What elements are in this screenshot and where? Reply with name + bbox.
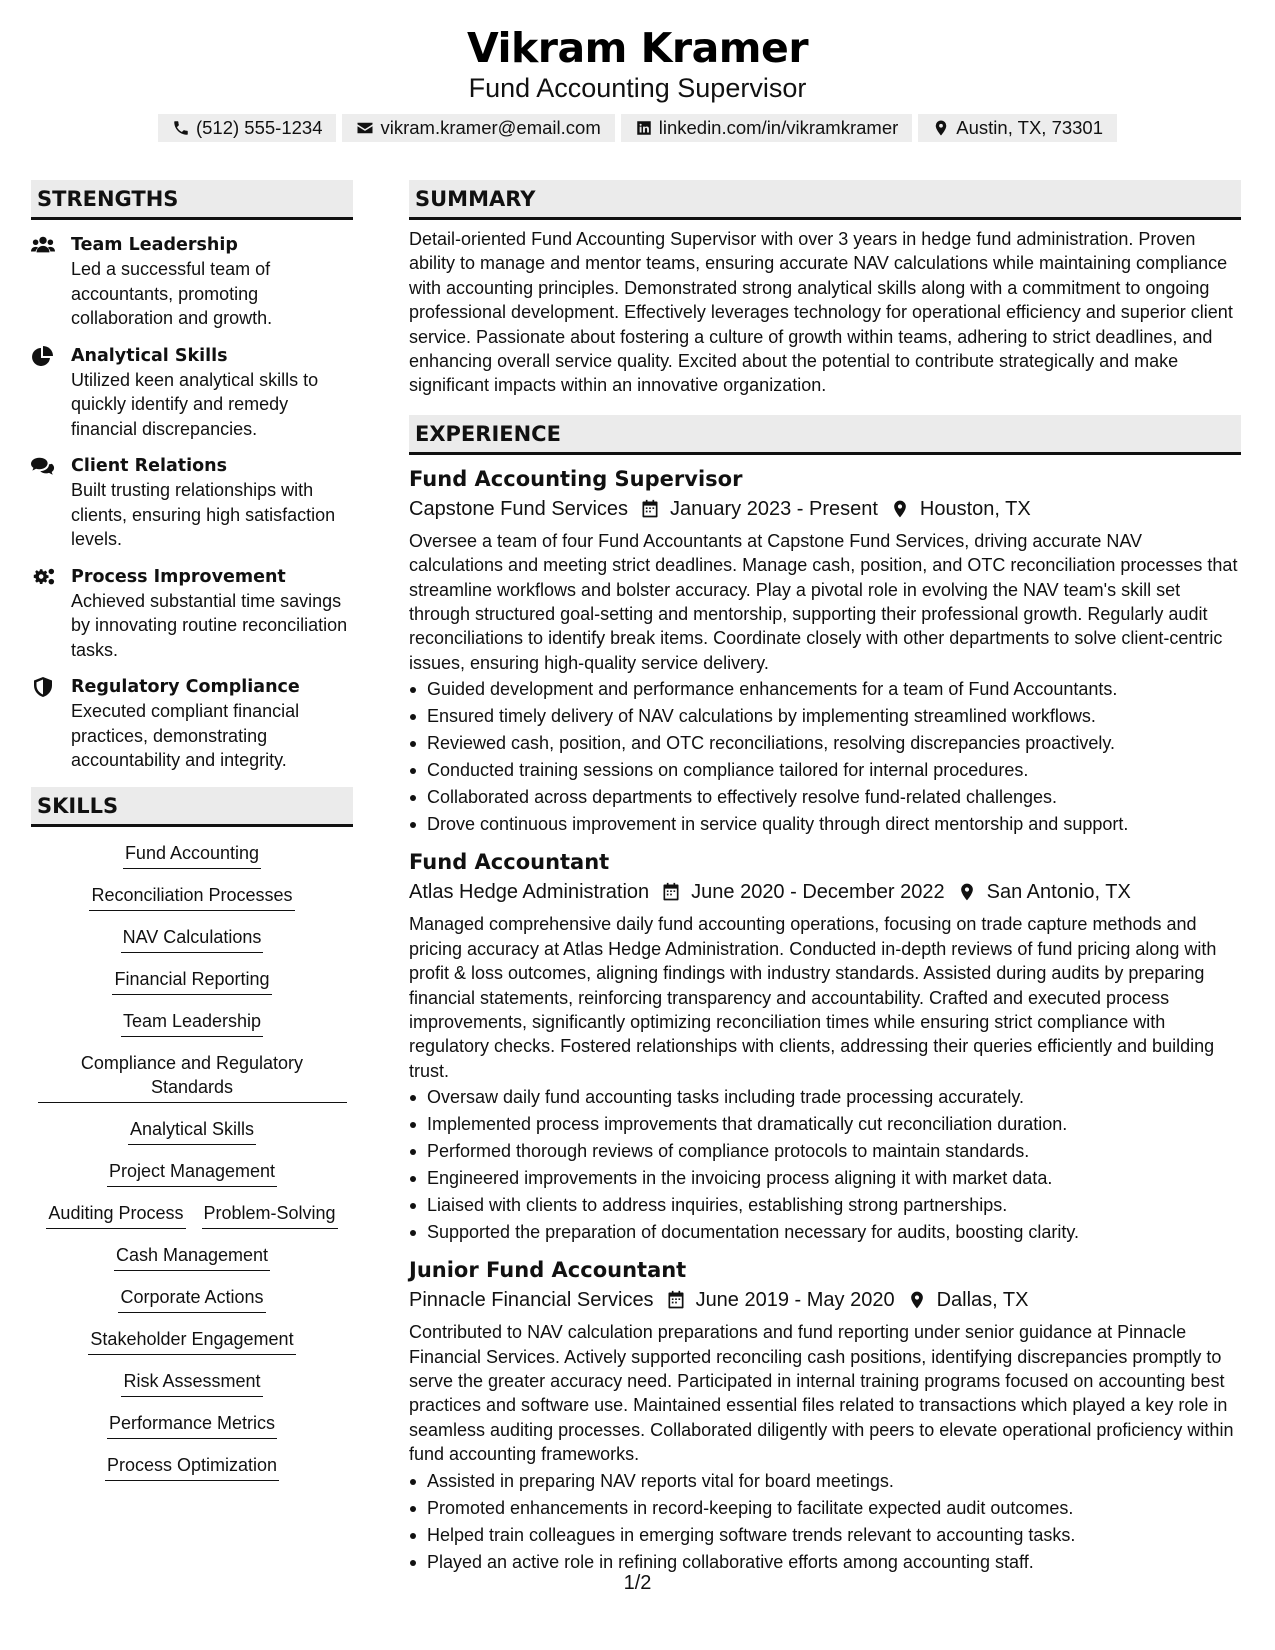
- experience-heading: EXPERIENCE: [409, 415, 1241, 455]
- skill-tag: Problem-Solving: [202, 1201, 338, 1229]
- skill-tag: Performance Metrics: [107, 1411, 277, 1439]
- job-company: Atlas Hedge Administration: [409, 881, 650, 904]
- skills-list: [31, 827, 353, 1481]
- contact-bar: [0, 114, 1275, 142]
- phone-icon: [172, 119, 190, 137]
- pie-chart-icon: [31, 346, 55, 366]
- contact-location: [918, 114, 1117, 142]
- contact-linkedin[interactable]: [621, 114, 913, 142]
- job-company: Capstone Fund Services: [409, 497, 629, 520]
- job-bullets: [409, 1084, 1241, 1246]
- job-dates: June 2020 - December 2022: [691, 881, 945, 904]
- skill-tag: Stakeholder Engagement: [88, 1327, 295, 1355]
- job-entry: [409, 1255, 1241, 1575]
- summary-heading: SUMMARY: [409, 180, 1241, 220]
- strength-item: [31, 344, 353, 442]
- strengths-list: [31, 233, 353, 787]
- job-description: Contributed to NAV calculation preparations and fund reporting under senior guidance at Pinnacle Financial Services. Actively supported reconciling cash positions, identifying discrepancies promptly to serve the greater accuracy need. Participated in internal training programs focused on accounting best practices and software use. Maintained essential files related to transactions which played a key role in seamless auditing processes. Collaborated diligently with peers to elevate operational proficiency within fund accounting frameworks.: [409, 1322, 1234, 1465]
- skill-tag: Team Leadership: [121, 1009, 263, 1037]
- strength-desc: Executed compliant financial practices, demonstrating accountability and integrity.: [71, 701, 300, 770]
- job-bullet: Guided development and performance enhancements for a team of Fund Accountants.: [409, 676, 1241, 703]
- contact-location-text: Austin, TX, 73301: [956, 117, 1104, 138]
- calendar-icon: [640, 499, 660, 519]
- skill-tag: Risk Assessment: [121, 1369, 262, 1397]
- job-description: Oversee a team of four Fund Accountants at Capstone Fund Services, driving accurate NAV calculations and meeting strict deadlines. Manage cash, position, and OTC reconciliation processes that streamline workflows and bolster accuracy. Play a pivotal role in evolving the NAV team's skill set through structured goal-setting and mentorship, supporting their professional growth. Regularly audit reconciliations to identify break items. Coordinate closely with other departments to solve client-centric issues, ensuring high-quality service delivery.: [409, 530, 1238, 673]
- strength-desc: Achieved substantial time savings by innovating routine reconciliation tasks.: [71, 590, 348, 660]
- job-bullet: Oversaw daily fund accounting tasks including trade processing accurately.: [409, 1084, 1241, 1111]
- job-title: Fund Accounting Supervisor: [409, 466, 743, 491]
- gears-icon: [31, 567, 55, 587]
- job-bullet: Reviewed cash, position, and OTC reconciliations, resolving discrepancies proactively.: [409, 730, 1241, 757]
- job-dates: January 2023 - Present: [670, 497, 878, 520]
- comments-icon: [31, 456, 55, 476]
- job-bullet: Implemented process improvements that dramatically cut reconciliation duration.: [409, 1111, 1241, 1138]
- job-bullet: Drove continuous improvement in service quality through direct mentorship and support.: [409, 811, 1241, 838]
- map-pin-icon: [907, 1290, 927, 1310]
- job-bullet: Engineered improvements in the invoicing process aligning it with market data.: [409, 1165, 1241, 1192]
- users-icon: [31, 235, 55, 255]
- candidate-name: Vikram Kramer: [466, 24, 809, 72]
- job-bullet: Assisted in preparing NAV reports vital for board meetings.: [409, 1468, 1241, 1495]
- job-meta: [409, 1285, 1241, 1315]
- calendar-icon: [661, 882, 681, 902]
- job-bullet: Liaised with clients to address inquiries, establishing strong partnerships.: [409, 1192, 1241, 1219]
- skills-heading: SKILLS: [31, 787, 353, 827]
- skill-tag: Project Management: [107, 1159, 277, 1187]
- job-description: Managed comprehensive daily fund accounting operations, focusing on trade capture methods and pricing accuracy at Atlas Hedge Administration. Conducted in-depth reviews of fund pricing along with profit & loss outcomes, aligning findings with industry standards. Assisted during audits by preparing financial statements, reinforcing transparency and accountability. Crafted and executed process improvements, significantly optimizing reconciliation times while ensuring strict compliance with regulatory checks. Fostered relationships with clients, addressing their queries efficiently and building trust.: [409, 914, 1217, 1081]
- strength-title: Process Improvement: [71, 566, 286, 587]
- contact-email[interactable]: [342, 114, 614, 142]
- job-bullet: Collaborated across departments to effectively resolve fund-related challenges.: [409, 784, 1241, 811]
- left-column: [31, 180, 353, 1495]
- skill-tag: Cash Management: [114, 1243, 270, 1271]
- contact-phone-text: (512) 555-1234: [195, 117, 323, 138]
- linkedin-icon: [635, 119, 653, 137]
- skill-tag: Reconciliation Processes: [89, 883, 294, 911]
- strength-desc: Utilized keen analytical skills to quickly identify and remedy financial discrepancies.: [71, 369, 319, 439]
- skill-tag: NAV Calculations: [121, 925, 264, 953]
- contact-email-text: vikram.kramer@email.com: [380, 117, 601, 138]
- skill-tag: Auditing Process: [46, 1201, 185, 1229]
- envelope-icon: [356, 119, 374, 137]
- strength-item: [31, 233, 353, 331]
- contact-phone[interactable]: [158, 114, 337, 142]
- skill-tag: Corporate Actions: [118, 1285, 265, 1313]
- map-pin-icon: [932, 119, 950, 137]
- job-entry: [409, 464, 1241, 838]
- job-title: Junior Fund Accountant: [409, 1258, 687, 1283]
- skill-tag: Analytical Skills: [128, 1117, 256, 1145]
- strength-item: [31, 675, 353, 773]
- job-entry: [409, 847, 1241, 1246]
- job-bullet: Ensured timely delivery of NAV calculations by implementing streamlined workflows.: [409, 703, 1241, 730]
- strength-title: Regulatory Compliance: [71, 677, 300, 697]
- map-pin-icon: [957, 882, 977, 902]
- strength-item: [31, 454, 353, 552]
- strength-desc: Built trusting relationships with clients, ensuring high satisfaction levels.: [71, 480, 336, 549]
- strength-desc: Led a successful team of accountants, promoting collaboration and growth.: [71, 259, 273, 328]
- job-bullet: Helped train colleagues in emerging software trends relevant to accounting tasks.: [409, 1522, 1241, 1549]
- strength-title: Analytical Skills: [71, 345, 228, 366]
- job-location: Dallas, TX: [936, 1289, 1029, 1312]
- job-bullet: Conducted training sessions on compliance tailored for internal procedures.: [409, 757, 1241, 784]
- skill-tag: Financial Reporting: [112, 967, 271, 995]
- strength-title: Client Relations: [71, 456, 228, 476]
- job-company: Pinnacle Financial Services: [409, 1289, 654, 1312]
- skill-tag: Fund Accounting: [123, 841, 261, 869]
- page-number: 1/2: [623, 1572, 652, 1594]
- candidate-title: Fund Accounting Supervisor: [468, 73, 807, 103]
- skill-tag: Process Optimization: [105, 1453, 279, 1481]
- job-bullet: Performed thorough reviews of compliance protocols to maintain standards.: [409, 1138, 1241, 1165]
- job-bullet: Played an active role in refining collaborative efforts among accounting staff.: [409, 1549, 1241, 1576]
- right-column: [409, 180, 1241, 1576]
- job-meta: [409, 877, 1241, 907]
- shield-icon: [31, 677, 55, 697]
- strength-item: [31, 565, 353, 663]
- job-bullets: [409, 676, 1241, 838]
- job-location: Houston, TX: [919, 497, 1031, 520]
- resume-header: [0, 22, 1275, 142]
- map-pin-icon: [890, 499, 910, 519]
- job-bullet: Promoted enhancements in record-keeping to facilitate expected audit outcomes.: [409, 1495, 1241, 1522]
- strength-title: Team Leadership: [71, 235, 238, 255]
- skill-tag: Compliance and Regulatory Standards: [38, 1051, 347, 1103]
- strengths-heading: STRENGTHS: [31, 180, 353, 220]
- job-dates: June 2019 - May 2020: [695, 1289, 895, 1312]
- summary-text: Detail-oriented Fund Accounting Supervisor with over 3 years in hedge fund administration. Proven ability to manage and mentor teams, ensuring accurate NAV calculations while maintaining compliance with accounting principles. Demonstrated strong analytical skills along with a commitment to ongoing professional development. Effectively leverages technology for operational efficiency and superior client service. Passionate about fostering a culture of growth within teams, adhering to strict deadlines, and enhancing overall service quality. Excited about the potential to contribute strategically and make significant impacts within an innovative organization.: [409, 229, 1233, 396]
- job-meta: [409, 494, 1241, 524]
- job-bullet: Supported the preparation of documentation necessary for audits, boosting clarity.: [409, 1219, 1241, 1246]
- contact-linkedin-text: linkedin.com/in/vikramkramer: [658, 117, 899, 138]
- job-location: San Antonio, TX: [986, 881, 1131, 904]
- job-title: Fund Accountant: [409, 850, 610, 875]
- calendar-icon: [666, 1290, 686, 1310]
- job-bullets: [409, 1468, 1241, 1576]
